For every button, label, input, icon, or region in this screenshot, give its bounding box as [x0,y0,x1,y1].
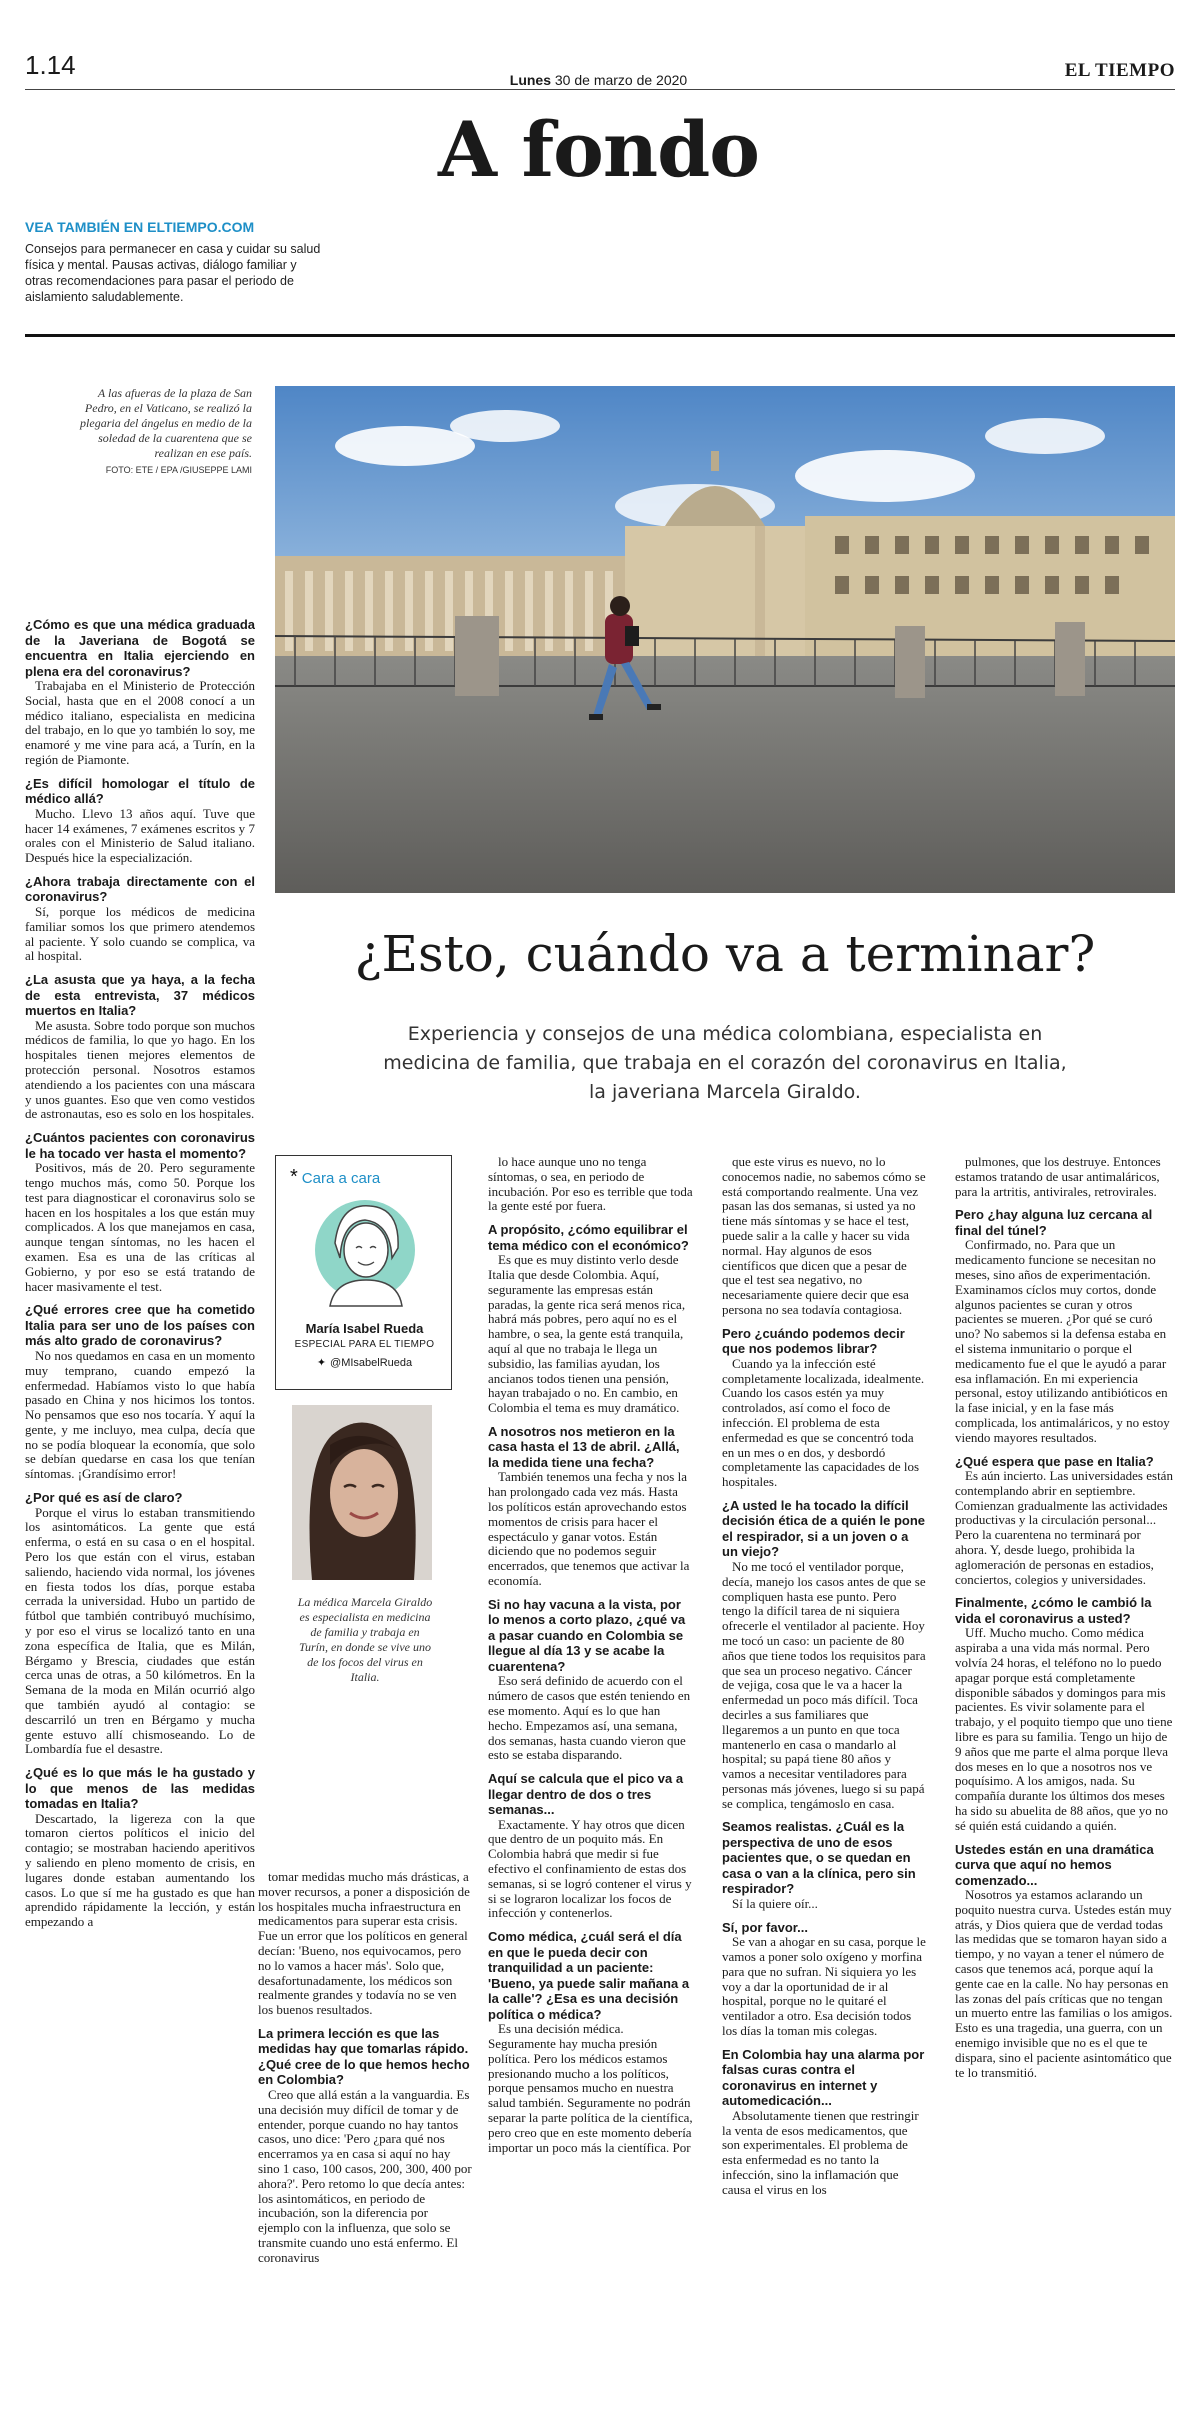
interview-question: ¿A usted le ha tocado la difícil decisión ética de a quién le pone el respirador, si a un joven o a un viejo? [722,1497,925,1560]
interview-answer: Porque el virus lo estaban transmitiendo los asintomáticos. La gente que está enferma, o está en su casa o en el hospital. Pero los que están con el virus, estaban saliendo, haciendo vida normal, los jóvenes en fiesta todos los días, porque estaba cerrada la universidad. Hubo un partido de fútbol que también contribuyó muchísimo, y por eso el virus se localizó tanto en una zona específica de Italia, que es Milán, Bérgamo y Brescia, ciudades que están cerca unas de otras, a 50 kilómetros. En la Semana de la moda en Milán ocurrió algo que también ayudó al contagio: se descarriló un tren en Bérgamo y mucha gente estuvo allí chismoseando. Lo de Lombardía fue el desastre. [25,1504,255,1757]
interview-question: Aquí se calcula que el pico va a llegar dentro de dos o tres semanas... [488,1771,684,1818]
interview-question: A nosotros nos metieron en la casa hasta el 13 de abril. ¿Allá, la medida tiene una fecha? [488,1423,680,1470]
twitter-bird-icon: ✦ [316,1357,327,1369]
interview-question: Ustedes están en una dramática curva que aquí no hemos comenzado... [955,1841,1154,1888]
interview-answer: Absolutamente tienen que restringir la venta de esos medicamentos, que son experimentales. El problema de esta enfermedad es no tanto la infección, sino la inflamación que causa el virus en los [722,2107,919,2197]
interview-question: ¿Es difícil homologar el título de médico allá? [25,775,255,807]
interview-question: A propósito, ¿cómo equilibrar el tema médico con el económico? [488,1222,689,1253]
interview-answer: tomar medidas mucho más drásticas, a mover recursos, a poner a disposición de los hospitales mucha infraestructura en medicamentos para superar esta crisis. Fue un error que los políticos en general decían: 'Bueno, nos equivocamos, pero no lo vamos a hacer más'. Solo que, desafortunadamente, los médicos son realmente grandes y todavía no se ven los buenos resultados. [258,1870,470,2018]
interview-answer: Es que es muy distinto verlo desde Italia que desde Colombia. Aquí, seguramente las empresas están paradas, la gente rica será menos rica, habrá más pobres, pero aquí no es el hambre, o sea, la gente está tranquila, aquí al que no trabaja le llega un subsidio, las familias ayudan, los ancianos todos tienen una pensión, hayan trabajado o no. En cambio, en Colombia el tema es muy dramático. [488,1252,686,1416]
interview-answer: Descartado, la ligereza con la que tomaron ciertos políticos el inicio del contagio; se mostraban haciendo aperitivos y saliendo en pleno momento de crisis, en lugares donde estaban aumentando los casos. Lo que sí me ha gustado es que han aprendido rápidamente la lección, y están empezando a [25,1810,255,1930]
star-icon: * [290,1166,298,1188]
vea-label[interactable]: VEA TAMBIÉN EN ELTIEMPO.COM [25,219,255,235]
cara-title [290,1166,380,1189]
header-rule [25,89,1175,90]
main-rule [25,334,1175,337]
column-2 [488,1155,693,2410]
interview-question: Pero ¿hay alguna luz cercana al final del túnel? [955,1207,1153,1238]
interview-answer: Sí, porque los médicos de medicina familiar somos los que primero atendemos al paciente. Y solo cuando se complica, va al hospital. [25,903,255,964]
interview-question: Pero ¿cuándo podemos decir que nos podemos librar? [722,1325,905,1357]
interview-question: Como médica, ¿cuál será el día en que le pueda decir con tranquilidad a un paciente: 'Bueno, ya puede salir mañana a la calle'? ¿Esa es una decisión política o médica? [488,1929,690,2022]
doctor-portrait-image [292,1405,432,1580]
portrait-photo [292,1405,432,1580]
brand-logo: EL TIEMPO [1064,60,1175,81]
caption-text: A las afueras de la plaza de San Pedro, en el Vaticano, se realizó la plegaria del ángelus en medio de la soledad de la cuarentena que se realizan en ese país. [80,386,252,460]
issue-date [0,72,1197,88]
vea-text: Consejos para permanecer en casa y cuidar su salud física y mental. Pausas activas, diálogo familiar y otras recomendaciones para pasar el periodo de aislamiento saludablemente. [25,242,321,304]
interview-question: ¿La asusta que ya haya, a la fecha de esta entrevista, 37 médicos muertos en Italia? [25,972,255,1019]
interview-answer: Me asusta. Sobre todo porque son muchos médicos de familia, lo que yo hago. En los hospitales tienen mejores elementos de protección personal. Nosotros estamos atendiendo a los pacientes con una máscara y unos guantes. Eso que ven como vestidos de astronautas, eso es solo en los hospitales. [25,1017,255,1122]
interview-question: ¿Qué errores cree que ha cometido Italia para ser uno de los países con más alto grado de coronavirus? [25,1302,255,1349]
interview-answer: Positivos, más de 20. Pero seguramente tengo muchos más, como 50. Porque los test para diagnosticar el coronavirus solo se hacen en los hospitales a los que están muy complicados. A los que manejamos en casa, aunque tengan síntomas, no les hacen el examen. Esa es una de las críticas al Gobierno, y por eso se está tratando de hacer masivamente el test. [25,1160,255,1294]
interview-answer: Exactamente. Y hay otros que dicen que dentro de un poquito más. En Colombia habrá que medir si fue efectivo el confinamiento de estas dos semanas, si se logró contener el virus y si se lograron localizar los focos de infección y contenerlos. [488,1816,692,1921]
interview-question: ¿Ahora trabaja directamente con el coronavirus? [25,873,255,905]
interview-answer: No nos quedamos en casa en un momento muy temprano, cuando empezó la enfermedad. Habíamos visto lo que había pasado en China y nos hicimos los tontos. No pensamos que eso nos tocaría. Y aquí la gente, y me incluyo, mea culpa, decía que no se podía bloquear la economía, que solo se debían quedarse en casa los que tenían síntomas. ¡Grandísimo error! [25,1347,255,1482]
headline: ¿Esto, cuándo va a terminar? [354,925,1096,983]
column-3 [722,1155,927,2410]
interview-answer: Se van a ahogar en su casa, porque le vamos a poner solo oxígeno y morfina para que no sufran. Ni siquiera yo les voy a dar la oportunidad de ir al hospital, porque no le quitaré el ventilador a otro. Esa decisión todos los días la toman mis colegas. [722,1934,926,2039]
interview-answer: que este virus es nuevo, no lo conocemos nadie, no sabemos cómo se está comportando realmente. Una vez pasan las dos semanas, si usted ya no tiene más síntomas y se hace el test, puede salir a la calle y hacer su vida normal. Hay algunos de esos científicos que dicen que a pesar de que el test sea negativo, no necesariamente quiere decir que esa persona no sea todavía contagiosa. [722,1155,926,1317]
interview-answer: Cuando ya la infección esté completamente localizada, idealmente. Cuando los casos estén ya muy controlados, así como el foco de infección. El problema de esta enfermedad es que se concentró toda en un mes o en dos, y desbordó completamente las capacidades de los hospitales. [722,1355,925,1490]
interview-answer: No me tocó el ventilador porque, decía, manejo los casos antes de que se compliquen hasta ese punto. Pero tengo la difícil tarea de ni siquiera ofrecerle el ventilador al paciente. Hoy me tocó un caso: un paciente de 80 años que tiene todos los requisitos para que sea un proceso negativo. Cáncer de vejiga, cosa que le va a hacer la enfermedad un poco más difícil. Toca decirles a sus familiares que llegaremos a un punto en que toca mantenerlo en casa o mandarlo al hospital; su papá tiene 80 años y vamos a necesitar ventiladores para personas más jóvenes, luego si su papá se complica, tengámoslo en casa. [722,1558,926,1811]
interview-answer: También tenemos una fecha y nos la han prolongado cada vez más. Hasta los políticos están aprovechando estos momentos de crisis para hacer el espectáculo y ganar votos. Están diciendo que no podemos seguir encerrados, que tenemos que activar la economía. [488,1469,690,1589]
interview-answer: Eso será definido de acuerdo con el número de casos que estén teniendo en ese momento. Aquí es lo que han hecho. Empezamos así, una semana, dos semanas, hasta cuando vieron que esto se estaba disparando. [488,1673,691,1763]
date-day: Lunes [509,72,551,88]
left-column [25,617,255,2407]
interview-answer: Es aún incierto. Las universidades están contemplando abrir en septiembre. Comienzan gradualmente las actividades productivas y la circulación personal... Pero la cuarentena no terminará por ahora. Y, desde luego, prohibida la aglomeración de personas en estadios, conciertos, colegios y universidades. [955,1468,1173,1587]
dek: Experiencia y consejos de una médica colombiana, especialista en medicina de familia, que trabaja en el corazón del coronavirus en Italia, la javeriana Marcela Giraldo. [383,1023,1067,1103]
interview-question: ¿Por qué es así de claro? [25,1490,183,1506]
interview-question: ¿Cuántos pacientes con coronavirus le ha tocado ver hasta el momento? [25,1130,255,1161]
interview-question: Seamos realistas. ¿Cuál es la perspectiva de uno de esos pacientes que, o se quedan en casa o van a la clínica, pero sin respirador? [722,1819,916,1897]
interview-answer: Nosotros ya estamos aclarando un poquito nuestra curva. Ustedes están muy atrás, y Dios quiera que de verdad todas las medidas que se tomaron hayan sido a tiempo, y no vayan a tener el número de casos que tenemos acá, porque aquí la gente cae en la calle. No hay personas en las zonas del país críticas que no tengan un muerto entre las familias o los amigos. Esto es una tragedia, una guerra, con un enemigo invisible que no es el que te dispara, sino el paciente asintomático que te lo transmitió. [955,1887,1173,2080]
cara-author-role: ESPECIAL PARA EL TIEMPO [294,1339,435,1350]
author-sketch-icon [310,1188,420,1308]
interview-question: Finalmente, ¿cómo le cambió la vida el coronavirus a usted? [955,1595,1152,1626]
interview-question: Si no hay vacuna a la vista, por lo menos a corto plazo, ¿qué va a pasar cuando en Colombia se llegue al día 13 y se acabe la cuarentena? [488,1596,686,1674]
column-1b [258,1870,473,2410]
interview-question: ¿Qué espera que pase en Italia? [955,1453,1154,1469]
interview-answer: Trabajaba en el Ministerio de Protección Social, hasta que en el 2008 conocí a un médico italiano, especialista en medicina del trabajo, en lo que yo también lo soy, me enamoré y me vine para acá, a Turín, en la región de Piamonte. [25,678,255,767]
cara-author-handle[interactable] [276,1356,453,1369]
st-peters-square-image [275,386,1175,893]
interview-answer: Sí la quiere oír... [732,1895,818,1911]
column-4 [955,1155,1175,2410]
cara-author-name: María Isabel Rueda [305,1321,424,1336]
portrait-caption: La médica Marcela Giraldo es especialista en medicina de familia y trabaja en Turín, en donde se vive uno de los focos del virus en Italia. [297,1595,433,1684]
interview-answer: pulmones, que los destruye. Entonces estamos tratando de usar antimaláricos, para la artritis, antivirales, retrovirales. [955,1155,1161,1199]
cara-title-text: Cara a cara [301,1170,381,1187]
interview-answer: Uff. Mucho mucho. Como médica aspiraba a una vida más normal. Pero volvía 24 horas, el teléfono no lo puedo apagar porque está completamente disponible sábados y domingos para mis pacientes. Es vivir solamente para el trabajo, y el poquito tiempo que uno tiene libre es para su familia. Tengo un hijo de 9 años que me parte el alma porque lleva dos meses en lo que a nosotros nos ve poquísimo. A los amigos, nada. Su compañía durante los últimos dos meses ha sido su abuelita de 88 años, que yo no sé quién está cuidando a quién. [955,1625,1173,1833]
main-photo [275,386,1175,893]
interview-question: ¿Cómo es que una médica graduada de la Javeriana de Bogotá se encuentra en Italia ejerciendo en plena era del coronavirus? [25,617,255,679]
interview-question: ¿Qué es lo que más le ha gustado y lo que menos de las medidas tomadas en Italia? [25,1765,255,1812]
date-rest: 30 de marzo de 2020 [551,72,688,88]
interview-answer: Es una decisión médica. Seguramente hay mucha presión política. Pero los médicos estamos presionando mucho a los políticos, porque pensamos mucho en nuestra salud también. Seguramente no podrán separar la parte política de la científica, pero creo que en este momento debería importar un poco más la científica. Por [488,2021,693,2155]
interview-answer: lo hace aunque uno no tenga síntomas, o sea, en periodo de incubación. Por eso es terrible que toda la gente esté por fuera. [488,1155,693,1214]
photo-caption [80,386,252,478]
interview-answer: Confirmado, no. Para que un medicamento funcione se necesitan no meses, sino años de experimentación. Examinamos cíclos muy cortos, donde algunos pacientes se curan y otros pacientes se mueren. ¿Por qué se curó uno? No sabemos si la defensa estaba en el sistema inmunitario o porque el medicamento fue el que le ayudó a parar esa inflamación. En mi experiencia personal, estoy utilizando antibióticos en la fase inicial, y en la fase más complicada, los antimaláricos, y no estoy viendo mayores resultados. [955,1237,1170,1445]
cara-a-cara-box [275,1155,452,1390]
interview-answer: Mucho. Llevo 13 años aquí. Tuve que hacer 14 exámenes, 7 exámenes escritos y 7 orales con el Ministerio de Salud italiano. Después hice la especialización. [25,805,255,866]
photo-credit: FOTO: ETE / EPA /GIUSEPPE LAMI [105,465,252,475]
interview-question: En Colombia hay una alarma por falsas curas contra el coronavirus en internet y automedicación... [722,2046,925,2109]
page-number: 1.14 [25,50,76,80]
handle-text: @MIsabelRueda [330,1357,413,1369]
interview-question: La primera lección es que las medidas hay que tomarlas rápido. ¿Qué cree de lo que hemos hecho en Colombia? [258,2025,470,2088]
interview-answer: Creo que allá están a la vanguardia. Es una decisión muy difícil de tomar y de entender, porque cuando no hay tantos casos, uno dice: 'Pero ¿para qué nos encerramos ya en casa si aquí no hay sino 1 caso, 100 casos, 200, 300, 400 por ahora?'. Pero retomo lo que decía antes: los asintomáticos, en periodo de incubación, son la diferencia por ejemplo con la influenza, que solo se transmite cuando uno está enfermo. El coronavirus [258,2086,472,2265]
section-title: A fondo [438,105,759,194]
interview-question: Sí, por favor... [722,1919,808,1935]
